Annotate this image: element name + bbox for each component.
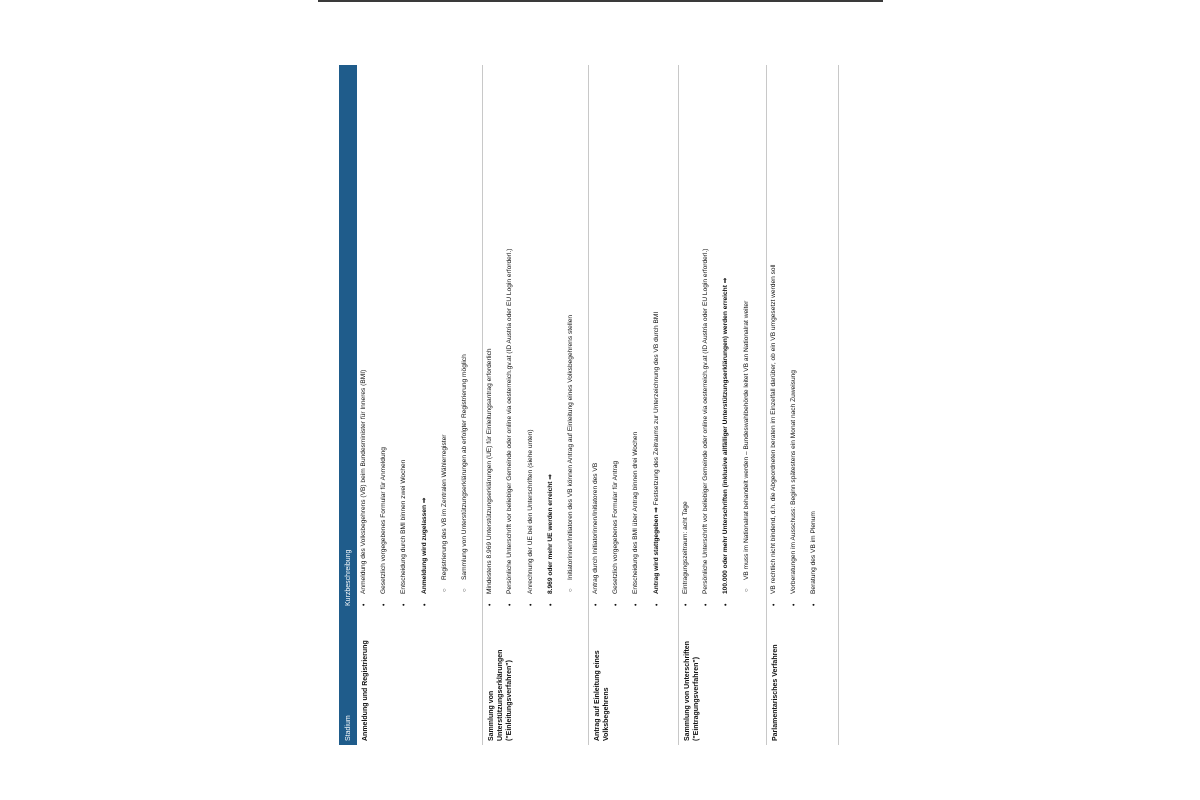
- bullet-icon: •: [527, 603, 535, 606]
- description-cell: [767, 65, 839, 610]
- bullet-icon: •: [361, 603, 368, 606]
- list-item: • Gesetzlich vorgegebenes Formular für Antrag: [612, 460, 621, 606]
- bullet-icon: •: [613, 603, 621, 606]
- stage-support-declarations: Sammlung von Unterstützungserklärungen ("Einleitungsverfahren"): [488, 649, 514, 741]
- list-item: • Anmeldung wird zugelassen ⇒: [420, 497, 429, 606]
- list-item: • Persönliche Unterschrift vor beliebiger Gemeinde oder online via oesterreich.gv.at (ID Austria oder EU Login erforderl.): [506, 248, 515, 606]
- bullet-icon: •: [381, 603, 389, 606]
- list-item: • Antrag durch Initiatorinnen/Initiatoren des VB: [592, 462, 601, 606]
- description-cell: [483, 65, 589, 610]
- bullet-list: [361, 68, 469, 606]
- bullet-icon: •: [653, 603, 661, 606]
- bullet-icon: •: [771, 603, 779, 606]
- list-item: • Antrag wird stattgegeben ⇒ Festsetzung des Zeitraums zur Unterzeichnung des VB durch BMI: [652, 311, 661, 606]
- list-item: • Entscheidung des BMI über Antrag binnen drei Wochen: [632, 431, 641, 606]
- scan-edge-line: [318, 0, 883, 2]
- list-item: • Anrechnung der UE bei den Unterschriften (siehe unten): [526, 429, 535, 606]
- list-item: • Beratung des VB im Plenum: [810, 511, 819, 606]
- description-cell: [589, 65, 679, 610]
- bullet-icon: •: [593, 603, 601, 606]
- list-item: • 100.000 oder mehr Unterschriften (inklusive allfälliger Unterstützungserklärungen) werden erreicht ⇒: [722, 277, 731, 606]
- bullet-icon: •: [421, 603, 429, 606]
- list-item: • Eintragungszeitraum: acht Tage: [682, 501, 691, 606]
- stage-registration: Anmeldung und Registrierung: [362, 640, 369, 741]
- bullet-list: [487, 68, 574, 606]
- bullet-icon: •: [487, 603, 495, 606]
- header-stage: Stadium: [339, 610, 357, 745]
- circle-bullet-icon: ○: [461, 588, 468, 592]
- sub-list-item: ○ Registrierung des VB im Zentralen Wählerregister: [440, 434, 448, 592]
- stage-parliamentary-procedure: Parlamentarisches Verfahren: [772, 644, 780, 741]
- list-item: • Gesetzlich vorgegebenes Formular für Anmeldung: [380, 447, 389, 606]
- sub-list-item: ○ Sammlung von Unterstützungserklärungen ab erfolgter Registrierung möglich: [460, 354, 468, 592]
- list-item: • Entscheidung durch BMI binnen zwei Wochen: [400, 459, 409, 606]
- description-cell: [357, 65, 483, 610]
- table-header-row: [339, 65, 357, 745]
- bullet-icon: •: [811, 603, 819, 606]
- bullet-icon: •: [633, 603, 641, 606]
- bullet-list: [771, 68, 818, 606]
- header-description: Kurzbeschreibung: [339, 65, 357, 610]
- list-item: • Persönliche Unterschrift vor beliebiger Gemeinde oder online via oesterreich.gv.at (ID Austria oder EU Login erforderl.): [702, 248, 711, 606]
- bullet-list: [593, 68, 660, 606]
- bullet-icon: •: [791, 603, 799, 606]
- bullet-icon: •: [401, 603, 409, 606]
- bullet-list: [683, 68, 750, 606]
- stage-signature-collection: Sammlung von Unterschriften ("Eintragungsverfahren"): [684, 641, 701, 741]
- sub-list-item: ○ Initiatorinnen/Initiatoren des VB können Antrag auf Einleitung eines Volksbegehrens stellen: [566, 314, 574, 592]
- bullet-icon: •: [703, 603, 711, 606]
- description-cell: [679, 65, 767, 610]
- list-item: • VB rechtlich nicht bindend, d.h. die Abgeordneten beraten im Einzelfall darüber, ob ein VB umgesetzt werden soll: [770, 264, 779, 606]
- procedure-table: [339, 65, 839, 745]
- list-item: • Vorberatungen im Ausschuss: Beginn spätestens ein Monat nach Zuweisung: [790, 370, 799, 606]
- sub-list-item: ○ VB muss im Nationalrat behandelt werden – Bundeswahlbehörde leitet VB an Nationalrat weiter: [742, 300, 750, 592]
- bullet-icon: •: [547, 603, 555, 606]
- rotated-document-page: [339, 65, 849, 745]
- circle-bullet-icon: ○: [743, 588, 750, 592]
- table-row: [589, 65, 679, 745]
- bullet-icon: •: [683, 603, 691, 606]
- circle-bullet-icon: ○: [441, 588, 448, 592]
- list-item: • Mindestens 8.969 Unterstützungserklärungen (UE) für Einleitungsantrag erforderlich: [486, 348, 495, 606]
- table-row: [357, 65, 483, 745]
- table-row: [767, 65, 839, 745]
- stage-initiation-request: Antrag auf Einleitung eines Volksbegehrens: [594, 650, 611, 741]
- table-row: [679, 65, 767, 745]
- circle-bullet-icon: ○: [567, 588, 574, 592]
- bullet-icon: •: [507, 603, 515, 606]
- bullet-icon: •: [723, 603, 731, 606]
- table-row: [483, 65, 589, 745]
- list-item: • 8.969 oder mehr UE werden erreicht ⇒: [546, 474, 555, 606]
- list-item: • Anmeldung des Volksbegehrens (VB) beim Bundesminister für Inneres (BMI): [360, 369, 368, 606]
